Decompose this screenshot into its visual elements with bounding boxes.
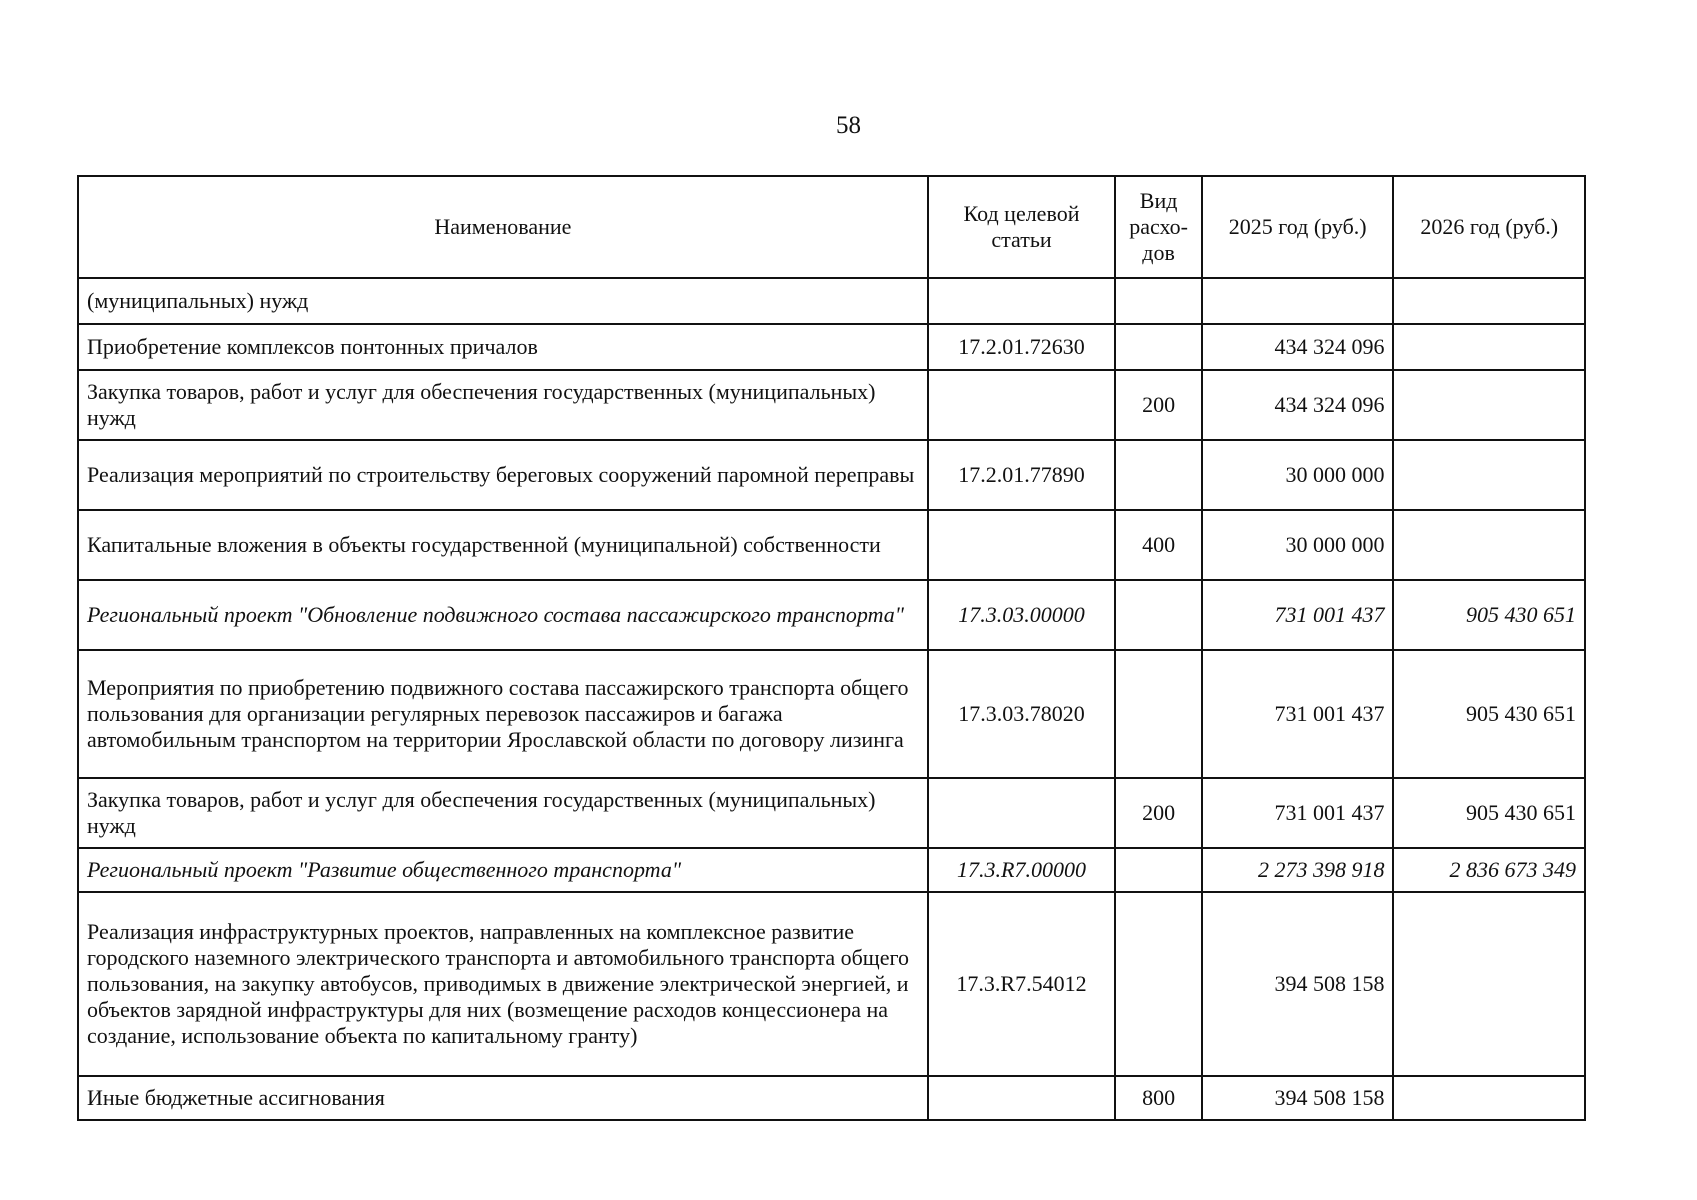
table-row <box>78 324 1585 370</box>
cell-2025: 394 508 158 <box>1202 892 1394 1076</box>
table-row <box>78 440 1585 510</box>
table-row <box>78 278 1585 324</box>
cell-type <box>1115 324 1202 370</box>
cell-2026 <box>1393 278 1585 324</box>
cell-type: 400 <box>1115 510 1202 580</box>
cell-2025 <box>1202 278 1394 324</box>
cell-2025: 731 001 437 <box>1202 650 1394 778</box>
cell-name: (муниципальных) нужд <box>78 278 928 324</box>
cell-name: Региональный проект "Развитие общественного транспорта" <box>78 848 928 892</box>
cell-code: 17.3.R7.54012 <box>928 892 1115 1076</box>
cell-code: 17.3.03.78020 <box>928 650 1115 778</box>
cell-name: Капитальные вложения в объекты государственной (муниципальной) собственности <box>78 510 928 580</box>
cell-2026 <box>1393 1076 1585 1120</box>
cell-type <box>1115 440 1202 510</box>
cell-2026: 905 430 651 <box>1393 650 1585 778</box>
cell-name: Региональный проект "Обновление подвижного состава пассажирского транспорта" <box>78 580 928 650</box>
cell-type <box>1115 892 1202 1076</box>
cell-type <box>1115 650 1202 778</box>
cell-2025: 434 324 096 <box>1202 370 1394 440</box>
cell-2026: 905 430 651 <box>1393 778 1585 848</box>
header-name: Наименование <box>78 176 928 278</box>
table-row-project <box>78 848 1585 892</box>
cell-type: 800 <box>1115 1076 1202 1120</box>
header-code: Код целевой статьи <box>928 176 1115 278</box>
header-type: Вид расхо-дов <box>1115 176 1202 278</box>
cell-code <box>928 778 1115 848</box>
cell-2026 <box>1393 510 1585 580</box>
cell-2026 <box>1393 370 1585 440</box>
cell-code: 17.2.01.72630 <box>928 324 1115 370</box>
cell-2026 <box>1393 440 1585 510</box>
cell-type <box>1115 278 1202 324</box>
table-row <box>78 510 1585 580</box>
table-row <box>78 370 1585 440</box>
cell-2026: 905 430 651 <box>1393 580 1585 650</box>
cell-2025: 394 508 158 <box>1202 1076 1394 1120</box>
cell-code <box>928 370 1115 440</box>
cell-code <box>928 1076 1115 1120</box>
table-row <box>78 778 1585 848</box>
cell-type <box>1115 580 1202 650</box>
cell-type <box>1115 848 1202 892</box>
cell-type: 200 <box>1115 370 1202 440</box>
cell-name: Приобретение комплексов понтонных причалов <box>78 324 928 370</box>
cell-code: 17.3.R7.00000 <box>928 848 1115 892</box>
cell-name: Реализация инфраструктурных проектов, направленных на комплексное развитие городского наземного электрического транспорта и автомобильного транспорта общего пользования, на закупку автобусов, приводимых в движение электрической энергией, и объектов зарядной инфраструктуры для них (возмещение расходов концессионера на создание, использование объекта по капитальному гранту) <box>78 892 928 1076</box>
cell-name: Иные бюджетные ассигнования <box>78 1076 928 1120</box>
table-row <box>78 892 1585 1076</box>
header-2026: 2026 год (руб.) <box>1393 176 1585 278</box>
cell-2025: 30 000 000 <box>1202 510 1394 580</box>
cell-2025: 434 324 096 <box>1202 324 1394 370</box>
cell-code <box>928 510 1115 580</box>
cell-name: Закупка товаров, работ и услуг для обеспечения государственных (муниципальных) нужд <box>78 778 928 848</box>
table-row-project <box>78 580 1585 650</box>
cell-2026 <box>1393 324 1585 370</box>
cell-code <box>928 278 1115 324</box>
cell-2025: 2 273 398 918 <box>1202 848 1394 892</box>
header-2025: 2025 год (руб.) <box>1202 176 1394 278</box>
cell-2026 <box>1393 892 1585 1076</box>
cell-code: 17.3.03.00000 <box>928 580 1115 650</box>
cell-name: Мероприятия по приобретению подвижного состава пассажирского транспорта общего пользования для организации регулярных перевозок пассажиров и багажа автомобильным транспортом на территории Ярославской области по договору лизинга <box>78 650 928 778</box>
budget-table <box>77 175 1586 1121</box>
table-header-row <box>78 176 1585 278</box>
cell-2025: 731 001 437 <box>1202 580 1394 650</box>
cell-code: 17.2.01.77890 <box>928 440 1115 510</box>
cell-2026: 2 836 673 349 <box>1393 848 1585 892</box>
page-number: 58 <box>836 112 861 139</box>
cell-type: 200 <box>1115 778 1202 848</box>
cell-name: Закупка товаров, работ и услуг для обеспечения государственных (муниципальных) нужд <box>78 370 928 440</box>
cell-2025: 30 000 000 <box>1202 440 1394 510</box>
table-row <box>78 1076 1585 1120</box>
table-row <box>78 650 1585 778</box>
cell-name: Реализация мероприятий по строительству береговых сооружений паромной переправы <box>78 440 928 510</box>
cell-2025: 731 001 437 <box>1202 778 1394 848</box>
